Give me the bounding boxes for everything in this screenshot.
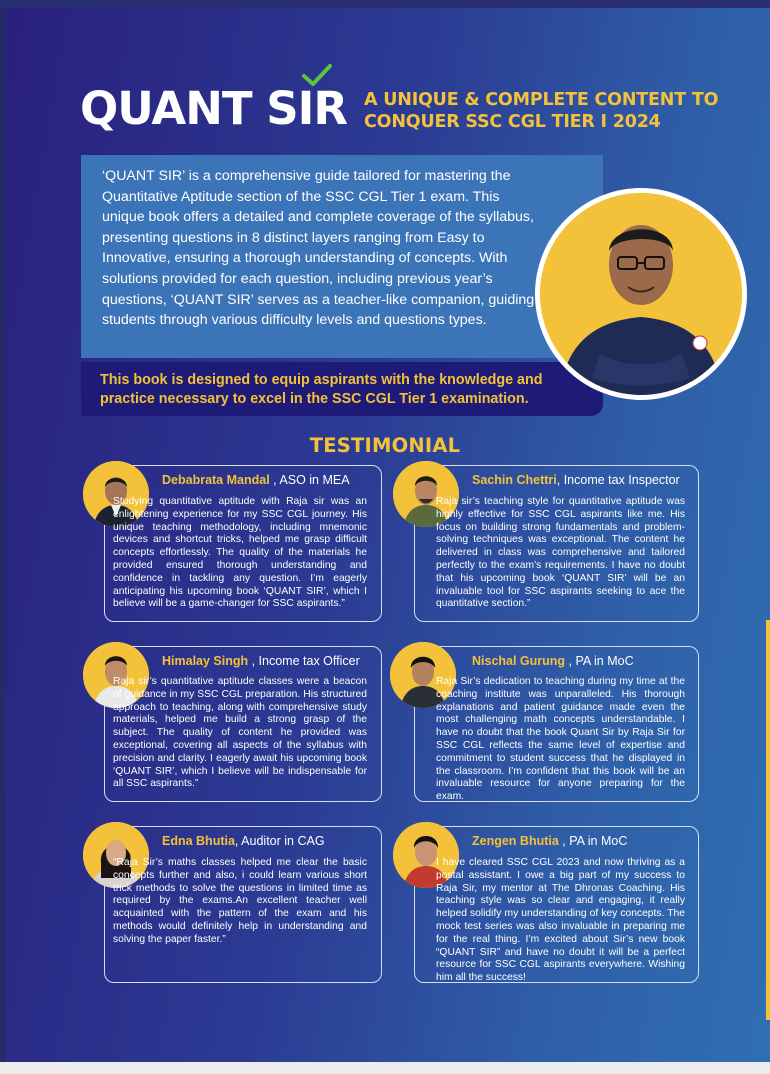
teacher-portrait [535, 188, 747, 400]
book-subtitle [364, 89, 744, 133]
teacher-photo-illustration [540, 193, 742, 395]
testimonial-text-2: Raja sir’s teaching style for quantitative aptitude was highly effective for SSC CGL aspirants like me. His focus on building strong fundamentals and problem-solving techniques was exceptional. The content he delivered in class was comprehensive and tailored perfectly to the exam’s requirements. I have no doubt that his upcoming book ‘QUANT SIR’ will be an invaluable tool for SSC aspirants seeking to ace the quantitative section.” [436, 496, 685, 610]
right-accent-strip [766, 620, 770, 1020]
testimonial-heading: TESTIMONIAL [309, 434, 461, 457]
testimonial-text-5: “Raja Sir’s maths classes helped me clear the basic concepts further and also, i could learn various short trick methods to solve the questions in limited time as required by the exams.An excellent teacher well acquainted with the pattern of the exam and his methods would definitely help in understanding and solving the paper faster.” [113, 857, 367, 945]
intro-paragraph: ‘QUANT SIR’ is a comprehensive guide tailored for mastering the Quantitative Aptitude section of the SSC CGL Tier 1 exam. This unique book offers a detailed and complete coverage of the syllabus, presenting questions in 8 distinct layers ranging from Easy to Innovative, ensuring a thorough understanding of concepts. With solutions provided for each question, including previous year’s questions, ‘QUANT SIR’ serves as a teacher-like companion, guiding students through various difficulty levels and questions types. [102, 168, 535, 329]
subtitle-line-2: CONQUER SSC CGL TIER I 2024 [364, 112, 661, 132]
testimonial-text-4: Raja Sir’s dedication to teaching during my time at the coaching institute was unparalleled. His thorough explanations and patient guidance made even the most challenging math concepts understandable. I have no doubt that the book Quant Sir by Raja Sir for SSC CGL reflects the same level of expertise and commitment to student success that he displayed in the classroom. I’m confident that this book will be an invaluable resource for anyone preparing for the exam. [436, 676, 685, 803]
testimonial-name-line-1: Debabrata Mandal , ASO in MEA [162, 473, 350, 487]
testimonial-name-line-3: Himalay Singh , Income tax Officer [162, 654, 360, 668]
highlight-text: This book is designed to equip aspirants with the knowledge and practice necessary to excel in the SSC CGL Tier 1 examination. [100, 372, 543, 407]
left-edge-strip [0, 0, 6, 1074]
testimonial-text-1: Studying quantitative aptitude with Raja sir was an enlightening experience for my SSC CGL journey. His unique teaching methodology, including mnemonic devices and shortcut tricks, helped me grasp difficult concepts effortlessly. The quality of the materials he provided ensured thorough understanding and confidence in tackling any question. I’m eagerly anticipating his upcoming book ‘QUANT SIR’, which I believe will be a game-changer for SSC aspirants.” [113, 496, 367, 610]
testimonial-name-line-2: Sachin Chettri, Income tax Inspector [472, 473, 680, 487]
subtitle-line-1: A UNIQUE & COMPLETE CONTENT TO [364, 90, 719, 110]
bottom-margin [0, 1062, 770, 1074]
testimonial-text-6: I have cleared SSC CGL 2023 and now thriving as a postal assistant. I owe a big part of my success to Raja Sir, my mentor at The Dhronas Coaching. His teaching style was so clear and engaging, it really helped solidify my understanding of key concepts. The mock test series was also invaluable in preparing me for the real thing. I’m excited about Sir’s new book “QUANT SIR” and have no doubt it will be a perfect resource for SSC CGL aspirants everywhere. Wishing him all the success! [436, 857, 685, 984]
testimonial-text-3: Raja sir’s quantitative aptitude classes were a beacon of guidance in my SSC CGL preparation. His structured approach to teaching, along with comprehensive study materials, helped me build a strong grasp of the subject. The quality of content he provided was exceptional, covering all aspects of the syllabus with precision and clarity. I eagerly await his upcoming book ‘QUANT SIR’, which I believe will be indispensable for all SSC aspirants.” [113, 676, 367, 790]
testimonial-name-line-6: Zengen Bhutia , PA in MoC [472, 834, 628, 848]
testimonial-name-line-4: Nischal Gurung , PA in MoC [472, 654, 634, 668]
top-edge-strip [0, 0, 770, 8]
checkmark-icon [300, 62, 334, 90]
testimonial-name-line-5: Edna Bhutia, Auditor in CAG [162, 834, 325, 848]
book-title: QUANT SIR [80, 82, 348, 135]
